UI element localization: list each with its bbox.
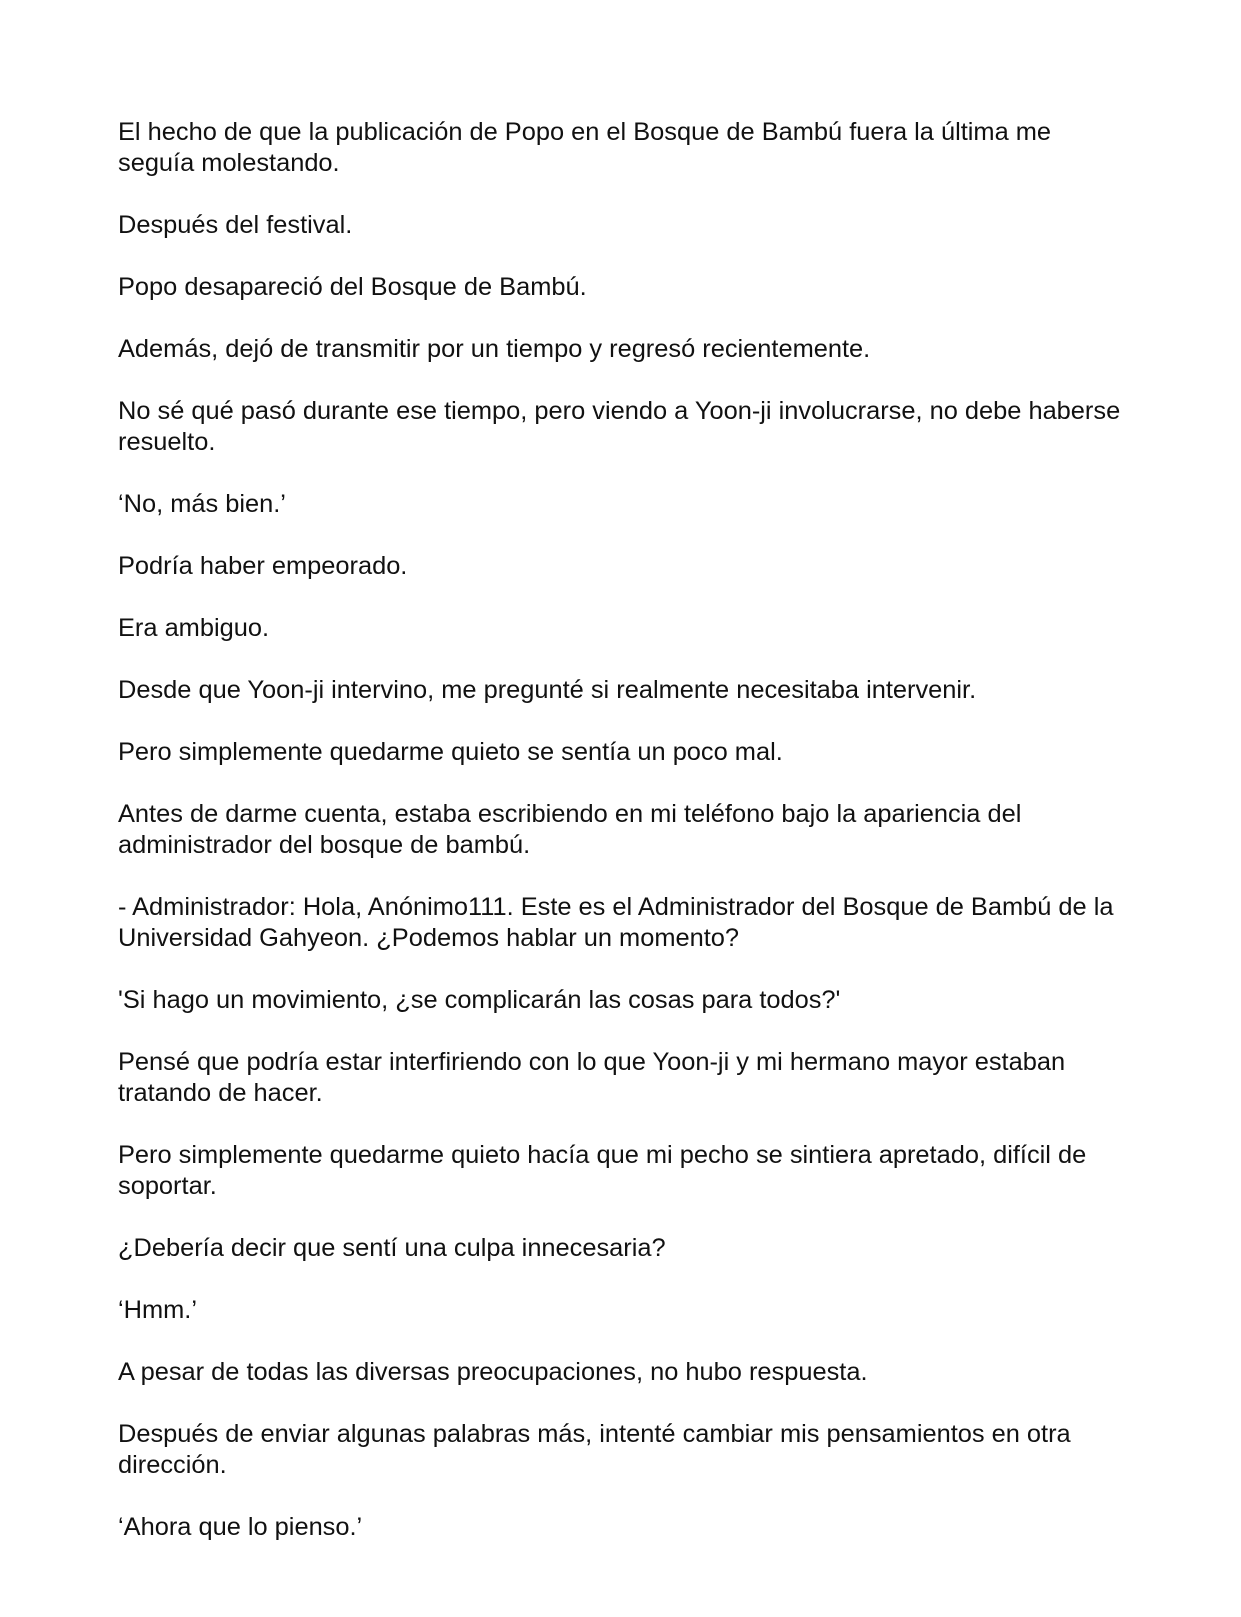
paragraph: Era ambiguo. bbox=[118, 614, 270, 642]
paragraph: ‘Hmm.’ bbox=[118, 1296, 197, 1324]
paragraph: - Administrador: Hola, Anónimo111. Este es el Administrador del Bosque de Bambú de la Universidad Gahyeon. ¿Podemos hablar un momento? bbox=[118, 893, 1114, 952]
paragraph: ‘No, más bien.’ bbox=[118, 490, 286, 518]
paragraph: El hecho de que la publicación de Popo en el Bosque de Bambú fuera la última me seguía molestando. bbox=[118, 118, 1052, 177]
paragraph: Además, dejó de transmitir por un tiempo y regresó recientemente. bbox=[118, 335, 871, 363]
paragraph: Después del festival. bbox=[118, 211, 353, 239]
document-body bbox=[118, 117, 1123, 1574]
paragraph: Después de enviar algunas palabras más, intenté cambiar mis pensamientos en otra dirección. bbox=[118, 1420, 1071, 1479]
paragraph: Desde que Yoon-ji intervino, me pregunté si realmente necesitaba intervenir. bbox=[118, 676, 977, 704]
paragraph: No sé qué pasó durante ese tiempo, pero viendo a Yoon-ji involucrarse, no debe haberse resuelto. bbox=[118, 397, 1121, 456]
paragraph: ‘Ahora que lo pienso.’ bbox=[118, 1513, 363, 1541]
paragraph: Pero simplemente quedarme quieto hacía que mi pecho se sintiera apretado, difícil de soportar. bbox=[118, 1141, 1087, 1200]
paragraph: A pesar de todas las diversas preocupaciones, no hubo respuesta. bbox=[118, 1358, 868, 1386]
paragraph: Pensé que podría estar interfiriendo con lo que Yoon-ji y mi hermano mayor estaban tratando de hacer. bbox=[118, 1048, 1066, 1107]
paragraph: Antes de darme cuenta, estaba escribiendo en mi teléfono bajo la apariencia del administrador del bosque de bambú. bbox=[118, 800, 1022, 859]
paragraph: ¿Debería decir que sentí una culpa innecesaria? bbox=[118, 1234, 666, 1262]
paragraph: Popo desapareció del Bosque de Bambú. bbox=[118, 273, 587, 301]
paragraph: 'Si hago un movimiento, ¿se complicarán las cosas para todos?' bbox=[118, 986, 841, 1014]
paragraph: Pero simplemente quedarme quieto se sentía un poco mal. bbox=[118, 738, 783, 766]
paragraph: Podría haber empeorado. bbox=[118, 552, 408, 580]
